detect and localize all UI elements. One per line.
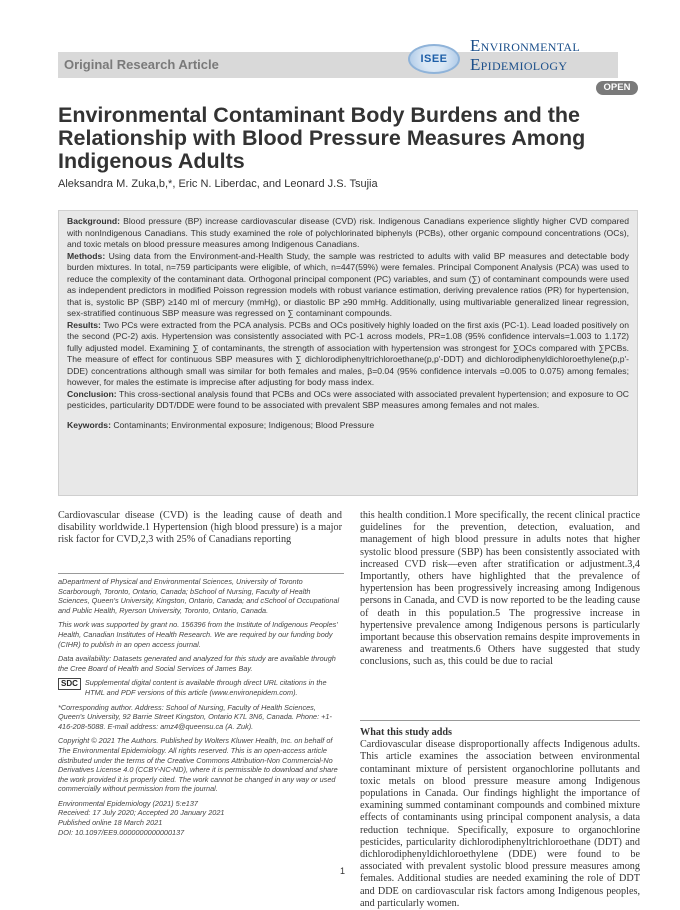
footnote-received: Received: 17 July 2020; Accepted 20 January 2021 bbox=[58, 808, 225, 818]
footnote-citation: Environmental Epidemiology (2021) 5:e137 bbox=[58, 798, 198, 808]
journal-title-line2: Epidemiology bbox=[470, 55, 568, 74]
article-title: Environmental Contaminant Body Burdens and the Relationship with Blood Pressure Measures Among Indigenous Adults bbox=[58, 103, 586, 173]
abstract-methods: Methods: Using data from the Environment-and-Health Study, the sample was restricted to adults with valid BP measures and detectable body burden mixtures. In total, n=759 participants were eligible, of which, n=447(59%) were females. Principal Component Analysis (PCA) was used to reduce the complexity of the contaminant data. Orthogonal principal component (PC) variables, and sum (∑) of contaminant compounds were used as independent predictors in modified Poisson regression models with robust variance estimation, deriving prevalence ratios (PR) for hypertension, that is, systolic BP (SBP) ≥140 ml of mercury (mmHg), or diastolic BP ≥90 mmHg. Additionally, using multivariable generalized linear regression, sex-stratified continuous SBP measure was regressed on ∑ contaminant compounds. bbox=[67, 250, 629, 318]
open-access-badge: OPEN bbox=[596, 81, 638, 95]
abstract-keywords: Keywords: Contaminants; Environmental exposure; Indigenous; Blood Pressure bbox=[67, 419, 375, 430]
logo-text: ISEE bbox=[420, 53, 448, 65]
footnote-correspondence: *Corresponding author. Address: School of Nursing, Faculty of Health Sciences, Queen's University, 92 Barrie Street Kingston, Ontario K7L 3N6, Canada. Phone: +1-416-208-5088. E-mail address: amz4@queensu.ca (A. Zuk). bbox=[58, 702, 332, 731]
what-this-study-adds bbox=[360, 720, 640, 910]
footnote-availability: Data availability: Datasets generated and analyzed for this study are available through the Cree Board of Health and Social Services of James Bay. bbox=[58, 654, 336, 673]
journal-title bbox=[470, 36, 650, 74]
abstract-box bbox=[58, 210, 638, 496]
isee-logo-icon bbox=[408, 44, 460, 74]
sdc-icon: SDC bbox=[58, 678, 81, 690]
author-list: Aleksandra M. Zuka,b,*, Eric N. Liberdac, and Leonard J.S. Tsujia bbox=[58, 178, 378, 190]
footnote-published: Published online 18 March 2021 bbox=[58, 818, 163, 828]
page-number: 1 bbox=[340, 866, 346, 876]
footnote-divider bbox=[58, 573, 344, 574]
study-heading: What this study adds bbox=[360, 727, 453, 738]
footnote-sdc: SDC Supplemental digital content is available through direct URL citations in the HTML and PDF versions of this article (www.environepidem.com). bbox=[58, 678, 344, 697]
journal-title-line1: Environmental bbox=[470, 36, 580, 55]
body-right-column: this health condition.1 More specifically, the recent clinical practice guidelines for the prevention, detection, evaluation, and management of high blood pressure in adults notes that higher systolic blood pressure (SBP) has been consistently associated with increased CVD risk—even after stratification or adjustment.3,4 Importantly, others have highlighted that the prevalence of hypertension has been progressively increasing among Indigenous persons in Canada, and CVD is now reported to be the leading cause of death in this population.5 The progressive increase in hypertensive prevalence among Indigenous persons is particularly important because this observation remains despite improvements in awareness and treatments.6 Others have suggested that study conclusions, such as, this could be due to racial bbox=[360, 510, 640, 668]
footnote-funding: This work was supported by grant no. 156396 from the Institute of Indigenous Peoples' Health, Canadian Institutes of Health Research. We are required by our funding body (CIHR) to publish in an open access journal. bbox=[58, 620, 338, 649]
footnote-doi[interactable]: DOI: 10.1097/EE9.0000000000000137 bbox=[58, 827, 185, 837]
abstract-background: Background: Blood pressure (BP) increase cardiovascular disease (CVD) risk. Indigenous Canadians experience slightly higher CVD compared with nonIndigenous Canadians. This study examined the role of polychlorinated biphenyls (PCBs), other organic compound concentrations (OCs), and toxic metals on blood pressure measures among Indigenous Canadians. bbox=[67, 216, 629, 249]
footnotes bbox=[58, 573, 344, 837]
article-type-label: Original Research Article bbox=[64, 57, 219, 72]
footnote-affiliations: aDepartment of Physical and Environmental Sciences, University of Toronto Scarborough, Toronto, Ontario, Canada; bSchool of Nursing, Faculty of Health Sciences, Queen's University, Kingston, Ontario, Canada; and cSchool of Occupational and Public Health, Ryerson University, Toronto, Ontario, Canada. bbox=[58, 577, 340, 615]
abstract-conclusion: Conclusion: This cross-sectional analysis found that PCBs and OCs were associated with associated prevalent hypertension; and exposure to OC pesticides, particularity DDT/DDE were found to be associated with prevalent SBP measures among females and not males. bbox=[67, 388, 629, 410]
abstract-results: Results: Two PCs were extracted from the PCA analysis. PCBs and OCs positively highly loaded on the first axis (PC-1). Lead loaded positively on the second (PC-2) axis. Hypertension was consistently associated with PC-1 across models, PR=1.08 (95% confidence intervals=1.003 to 1.172) fully adjusted model. Examining ∑ of contaminants, the strength of association with hypertension was strongest for ∑OCs compared with ∑PCBs. The measure of effect for continuous SBP measures with ∑ dichlorodiphenyltrichloroethane(p,p'-DDT) and dichlorodiphenyldichloroethylene(p,p'-DDE) concentrations although small was similar for both females and males, β=0.04 (95% confidence intervals =0.005 to 0.075) among females; however, for males the estimate is imprecise after adjusting for body mass index. bbox=[67, 319, 629, 387]
footnote-copyright: Copyright © 2021 The Authors. Published by Wolters Kluwer Health, Inc. on behalf of The Environmental Epidemiology. All rights reserved. This is an open-access article distributed under the terms of the Creative Commons Attribution-Non Commercial-No Derivatives License 4.0 (CCBY-NC-ND), where it is permissible to download and share the work provided it is properly cited. The work cannot be changed in any way or used commercially without permission from the journal. bbox=[58, 736, 338, 794]
body-left-column: Cardiovascular disease (CVD) is the leading cause of death and disability worldwide.1 Hypertension (high blood pressure) is a major risk factor for CVD,2,3 with 25% of Canadians reporting bbox=[58, 510, 342, 546]
study-text: Cardiovascular disease disproportionally affects Indigenous adults. This article examines the association between environmental contaminant mixture of persistent organochlorine pollutants and toxic metals on blood pressure measure among Indigenous populations in Canada. Our findings highlight the importance of examining summed contaminant compounds and combined mixture effects of contaminants using principal component analysis, a data reduction technique. Specifically, exposure to organochlorine pesticides, particularity dichlorodiphenyltrichloroethane (DDT) and dichlorodiphenyldichloroethylene (DDE) were found to be associated with prevalent systolic blood pressure measures among females. Additional studies are needed examining the role of DDT and DDE on cardiovascular risk factors among Indigenous peoples, and particularly women. bbox=[360, 739, 640, 909]
